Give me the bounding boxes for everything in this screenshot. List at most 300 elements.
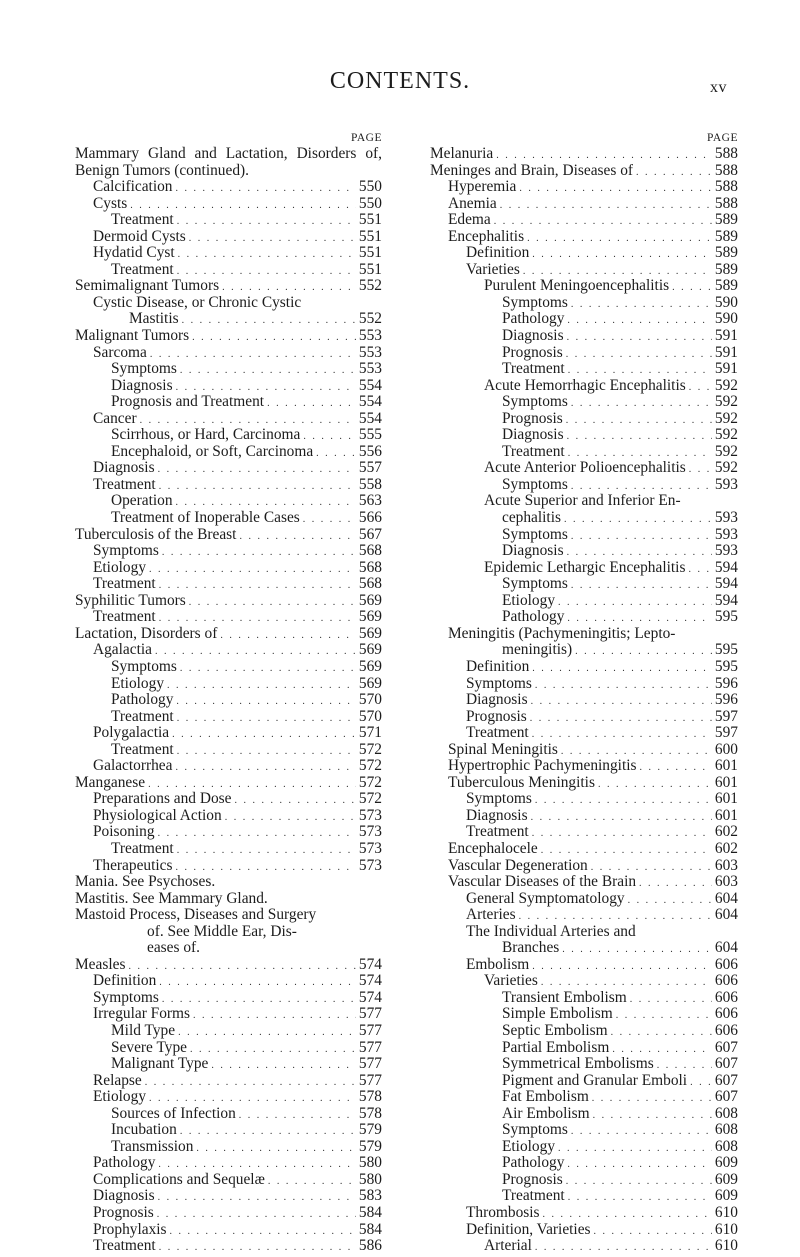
toc-entry-page: 604 xyxy=(714,889,738,907)
toc-entry-page: 570 xyxy=(358,707,382,725)
toc-entry xyxy=(75,791,382,808)
toc-line: Cystic Disease, or Chronic Cystic xyxy=(93,293,302,311)
toc-entry xyxy=(75,957,382,974)
dot-leader xyxy=(532,826,712,843)
toc-entry xyxy=(75,1006,382,1023)
dot-leader xyxy=(180,1124,356,1141)
toc-line: eases of. xyxy=(147,939,200,957)
dot-leader xyxy=(636,165,712,182)
toc-entry-page: 584 xyxy=(358,1220,382,1238)
dot-leader xyxy=(177,711,356,728)
dot-leader xyxy=(519,181,712,198)
toc-entry-title: Branches xyxy=(502,939,560,957)
toc-entry-title: Septic Embolism xyxy=(502,1021,608,1039)
toc-entry-page: 584 xyxy=(358,1204,382,1221)
toc-entry xyxy=(430,510,738,527)
dot-leader xyxy=(598,777,712,794)
toc-entry xyxy=(430,411,738,428)
toc-entry-title: Meninges and Brain, Diseases of xyxy=(430,161,634,179)
toc-entry-page: 593 xyxy=(714,542,738,560)
toc-entry-title: Etiology xyxy=(93,1088,147,1106)
toc-entry-page: 596 xyxy=(714,674,738,692)
dot-leader xyxy=(155,644,356,661)
toc-entry-title: Treatment xyxy=(93,1237,156,1255)
dot-leader xyxy=(639,876,712,893)
toc-entry-title: Treatment xyxy=(111,740,174,758)
toc-entry-page: 556 xyxy=(358,442,382,460)
toc-entry-title: Prophylaxis xyxy=(93,1220,167,1238)
toc-entry-page: 583 xyxy=(358,1187,382,1205)
dot-leader xyxy=(180,661,356,678)
toc-entry-title: cephalitis xyxy=(502,509,561,527)
toc-entry-page: 606 xyxy=(714,955,738,973)
toc-entry-title: Encephaloid, or Soft, Carcinoma xyxy=(111,442,314,460)
dot-leader xyxy=(170,1224,356,1241)
toc-entry xyxy=(430,990,738,1007)
toc-line: Meningitis (Pachymeningitis; Lepto- xyxy=(448,624,676,642)
dot-leader xyxy=(180,363,356,380)
dot-leader xyxy=(145,1075,356,1092)
toc-line: Mastoid Process, Diseases and Surgery xyxy=(75,906,317,924)
toc-entry-page: 595 xyxy=(714,657,738,675)
toc-entry-title: Hydatid Cyst xyxy=(93,244,175,262)
toc-entry xyxy=(430,841,738,858)
toc-entry-page: 592 xyxy=(714,426,738,444)
dot-leader xyxy=(531,810,712,827)
dot-leader xyxy=(239,1108,356,1125)
dot-leader xyxy=(558,595,712,612)
toc-entry-title: Cancer xyxy=(93,409,137,427)
dot-leader xyxy=(566,413,712,430)
toc-entry xyxy=(430,1205,738,1222)
toc-entry xyxy=(75,775,382,792)
toc-entry xyxy=(430,642,738,659)
dot-leader xyxy=(157,1207,356,1224)
dot-leader xyxy=(176,694,355,711)
toc-entry-title: Syphilitic Tumors xyxy=(75,591,186,609)
toc-entry-title: Purulent Meningoencephalitis xyxy=(484,277,670,295)
toc-entry-page: 596 xyxy=(714,691,738,709)
toc-entry xyxy=(75,345,382,362)
toc-entry-page: 595 xyxy=(714,608,738,626)
toc-entry-page: 590 xyxy=(714,293,738,311)
dot-leader xyxy=(535,1240,712,1257)
dot-leader xyxy=(159,578,356,595)
dot-leader xyxy=(268,1174,356,1191)
dot-leader xyxy=(239,529,355,546)
toc-entry xyxy=(75,1205,382,1222)
toc-entry xyxy=(430,940,738,957)
toc-entry-title: Mastitis xyxy=(129,310,179,328)
toc-entry xyxy=(430,1122,738,1139)
toc-entry-title: Fat Embolism xyxy=(502,1088,589,1106)
toc-entry-page: 591 xyxy=(714,343,738,361)
page-header xyxy=(0,68,800,108)
dot-leader xyxy=(225,810,356,827)
toc-entry-page: 606 xyxy=(714,1021,738,1039)
dot-leader xyxy=(640,760,712,777)
toc-entry-page: 574 xyxy=(358,988,382,1006)
toc-entry-page: 602 xyxy=(714,839,738,857)
toc-entry-title: Relapse xyxy=(93,1071,142,1089)
toc-entry-title: Sources of Infection xyxy=(111,1104,236,1122)
toc-entry xyxy=(75,245,382,262)
toc-entry xyxy=(75,841,382,858)
toc-entry-page: 608 xyxy=(714,1104,738,1122)
toc-entry-title: Symptoms xyxy=(111,657,177,675)
toc-entry-page: 608 xyxy=(714,1121,738,1139)
toc-entry-title: Symptoms xyxy=(502,525,568,543)
toc-entry-title: Treatment xyxy=(111,260,174,278)
toc-entry-title: General Symptomatology xyxy=(466,889,625,907)
toc-entry-page: 553 xyxy=(358,360,382,378)
toc-entry-page: 573 xyxy=(358,856,382,874)
toc-entry-page: 555 xyxy=(358,426,382,444)
toc-entry-title: Symptoms xyxy=(93,542,159,560)
toc-entry xyxy=(75,1238,382,1255)
dot-leader xyxy=(172,727,356,744)
toc-entry xyxy=(75,659,382,676)
toc-entry xyxy=(75,676,382,693)
toc-entry-title: Symptoms xyxy=(502,575,568,593)
toc-entry xyxy=(75,1040,382,1057)
toc-entry xyxy=(430,709,738,726)
dot-leader xyxy=(566,347,712,364)
toc-entry-title: Malignant Type xyxy=(111,1055,209,1073)
toc-entry xyxy=(430,262,738,279)
toc-entry-title: Arterial xyxy=(484,1237,532,1255)
toc-entry-title: Arteries xyxy=(466,906,516,924)
toc-entry-page: 574 xyxy=(358,972,382,990)
dot-leader xyxy=(220,628,356,645)
toc-entry-page: 557 xyxy=(358,459,382,477)
toc-line: of. See Middle Ear, Dis- xyxy=(147,922,297,940)
toc-entry-title: Acute Hemorrhagic Encephalitis xyxy=(484,376,686,394)
toc-entry-title: Agalactia xyxy=(93,641,152,659)
dot-leader xyxy=(177,843,356,860)
toc-entry-page: 594 xyxy=(714,558,738,576)
dot-leader xyxy=(672,280,712,297)
toc-entry-title: Symptoms xyxy=(466,674,532,692)
toc-entry xyxy=(430,659,738,676)
toc-entry-page: 579 xyxy=(358,1121,382,1139)
toc-entry-title: Diagnosis xyxy=(111,376,173,394)
dot-leader xyxy=(527,231,712,248)
toc-entry-title: Diagnosis xyxy=(502,542,564,560)
toc-entry-page: 569 xyxy=(358,624,382,642)
toc-entry-title: Cysts xyxy=(93,194,128,212)
toc-entry-page: 577 xyxy=(358,1055,382,1073)
toc-entry-page: 588 xyxy=(714,194,738,212)
toc-entry-page: 550 xyxy=(358,194,382,212)
contents-column-left xyxy=(75,130,382,1255)
toc-entry xyxy=(430,229,738,246)
toc-entry-title: Poisoning xyxy=(93,823,155,841)
toc-entry xyxy=(430,1238,738,1255)
dot-leader xyxy=(196,1141,356,1158)
toc-entry xyxy=(75,709,382,726)
toc-entry-title: Tuberculous Meningitis xyxy=(448,773,595,791)
toc-entry xyxy=(75,742,382,759)
toc-entry xyxy=(75,527,382,544)
toc-entry-title: Diagnosis xyxy=(466,806,528,824)
dot-leader xyxy=(158,826,356,843)
toc-entry xyxy=(75,808,382,825)
dot-leader xyxy=(494,214,712,231)
toc-entry-title: Irregular Forms xyxy=(93,1005,191,1023)
dot-leader xyxy=(182,313,356,330)
toc-entry-page: 604 xyxy=(714,939,738,957)
toc-entry-page: 572 xyxy=(358,790,382,808)
toc-entry xyxy=(75,427,382,444)
toc-entry-title: Treatment xyxy=(93,575,156,593)
toc-entry-page: 589 xyxy=(714,227,738,245)
toc-entry-page: 577 xyxy=(358,1021,382,1039)
toc-entry-page: 573 xyxy=(358,839,382,857)
toc-entry-page: 553 xyxy=(358,327,382,345)
toc-entry xyxy=(430,543,738,560)
toc-entry-page: 568 xyxy=(358,558,382,576)
toc-entry-page: 592 xyxy=(714,442,738,460)
toc-entry xyxy=(430,791,738,808)
toc-entry-page: 609 xyxy=(714,1187,738,1205)
toc-entry xyxy=(75,394,382,411)
toc-entry-page: 573 xyxy=(358,806,382,824)
toc-entry-title: Vascular Degeneration xyxy=(448,856,588,874)
toc-entry xyxy=(430,1139,738,1156)
dot-leader xyxy=(532,661,712,678)
dot-leader xyxy=(316,446,356,463)
dot-leader xyxy=(530,711,712,728)
toc-entry-title: Preparations and Dose xyxy=(93,790,232,808)
toc-entry xyxy=(430,1222,738,1239)
dot-leader xyxy=(593,1108,712,1125)
toc-line: Mastitis. See Mammary Gland. xyxy=(75,889,268,907)
toc-entry xyxy=(75,560,382,577)
dot-leader xyxy=(189,595,356,612)
toc-entry-page: 572 xyxy=(358,740,382,758)
toc-entry-title: Therapeutics xyxy=(93,856,173,874)
toc-entry-page: 570 xyxy=(358,691,382,709)
dot-leader xyxy=(149,562,356,579)
toc-entry-page: 592 xyxy=(714,409,738,427)
dot-leader xyxy=(303,512,356,529)
toc-entry xyxy=(75,543,382,560)
toc-entry xyxy=(75,212,382,229)
dot-leader xyxy=(564,512,712,529)
toc-entry-title: Manganese xyxy=(75,773,146,791)
toc-entry-title: Pathology xyxy=(502,608,565,626)
dot-leader xyxy=(128,959,355,976)
toc-entry xyxy=(75,460,382,477)
toc-entry-page: 593 xyxy=(714,475,738,493)
dot-leader xyxy=(189,231,356,248)
toc-entry xyxy=(75,361,382,378)
toc-entry xyxy=(75,1122,382,1139)
dot-leader xyxy=(158,462,356,479)
toc-entry-page: 593 xyxy=(714,525,738,543)
toc-entry-page: 592 xyxy=(714,459,738,477)
dot-leader xyxy=(150,347,356,364)
dot-leader xyxy=(193,1008,356,1025)
page-column-label: PAGE xyxy=(707,132,738,144)
toc-entry-page: 554 xyxy=(358,376,382,394)
toc-entry-page: 574 xyxy=(358,955,382,973)
dot-leader xyxy=(267,396,356,413)
toc-entry-page: 594 xyxy=(714,591,738,609)
toc-entry-title: Treatment xyxy=(93,475,156,493)
toc-entry-title: Hyperemia xyxy=(448,178,517,196)
toc-entry-title: Encephalitis xyxy=(448,227,525,245)
toc-entry-page: 577 xyxy=(358,1038,382,1056)
toc-entry xyxy=(430,609,738,626)
toc-entry-title: Operation xyxy=(111,492,173,510)
toc-entry-page: 601 xyxy=(714,806,738,824)
toc-entry-page: 601 xyxy=(714,773,738,791)
dot-leader xyxy=(531,694,712,711)
toc-entry-title: Physiological Action xyxy=(93,806,222,824)
toc-entry-page: 608 xyxy=(714,1137,738,1155)
toc-entry-title: Sarcoma xyxy=(93,343,147,361)
toc-entry xyxy=(430,378,738,395)
toc-entry-title: Hypertrophic Pachymeningitis xyxy=(448,757,637,775)
dot-leader xyxy=(571,578,712,595)
dot-leader xyxy=(535,793,712,810)
toc-entry-page: 550 xyxy=(358,178,382,196)
toc-entry xyxy=(430,477,738,494)
toc-entry-title: Thrombosis xyxy=(466,1204,540,1221)
toc-entry-page: 601 xyxy=(714,757,738,775)
toc-entry xyxy=(75,1155,382,1172)
toc-entry-page: 572 xyxy=(358,757,382,775)
dot-leader xyxy=(616,1008,712,1025)
toc-entry-title: Galactorrhea xyxy=(93,757,173,775)
toc-entry-page: 551 xyxy=(358,227,382,245)
toc-entry-page: 553 xyxy=(358,343,382,361)
toc-entry-page: 597 xyxy=(714,707,738,725)
toc-entry-title: Etiology xyxy=(111,674,165,692)
dot-leader xyxy=(630,992,712,1009)
toc-entry xyxy=(430,179,738,196)
toc-entry-page: 606 xyxy=(714,1005,738,1023)
toc-entry-title: meningitis) xyxy=(502,641,573,659)
toc-entry-page: 606 xyxy=(714,972,738,990)
toc-entry-page: 600 xyxy=(714,740,738,758)
toc-entry xyxy=(430,196,738,213)
toc-entry xyxy=(75,758,382,775)
toc-entry-page: 597 xyxy=(714,724,738,742)
dot-leader xyxy=(159,975,356,992)
toc-entry-page: 594 xyxy=(714,575,738,593)
toc-entry-page: 588 xyxy=(714,178,738,196)
toc-entry-page: 610 xyxy=(714,1204,738,1221)
toc-entry xyxy=(430,311,738,328)
toc-entry xyxy=(75,990,382,1007)
toc-entry xyxy=(75,411,382,428)
toc-entry-page: 591 xyxy=(714,360,738,378)
toc-entry xyxy=(75,593,382,610)
dot-leader xyxy=(571,297,712,314)
dot-leader xyxy=(594,1224,712,1241)
toc-entry xyxy=(430,775,738,792)
toc-entry-title: Varieties xyxy=(484,972,538,990)
toc-entry-title: Incubation xyxy=(111,1121,177,1139)
toc-entry-title: Transient Embolism xyxy=(502,988,627,1006)
toc-entry-page: 588 xyxy=(714,145,738,162)
toc-entry-page: 580 xyxy=(358,1154,382,1172)
dot-leader xyxy=(190,1042,356,1059)
toc-entry xyxy=(430,576,738,593)
toc-entry-title: Lactation, Disorders of xyxy=(75,624,218,642)
page-number: xv xyxy=(710,79,727,96)
toc-entry xyxy=(75,179,382,196)
toc-entry xyxy=(430,725,738,742)
toc-line: Acute Superior and Inferior En- xyxy=(484,492,681,510)
toc-entry-page: 607 xyxy=(714,1071,738,1089)
toc-entry xyxy=(430,560,738,577)
toc-entry xyxy=(430,1056,738,1073)
toc-entry xyxy=(75,1188,382,1205)
toc-entry-title: Treatment xyxy=(111,707,174,725)
toc-entry-title: Dermoid Cysts xyxy=(93,227,186,245)
toc-entry xyxy=(75,278,382,295)
dot-leader xyxy=(558,1141,712,1158)
toc-entry-title: Definition xyxy=(466,244,530,262)
toc-entry xyxy=(430,212,738,229)
toc-entry-title: Simple Embolism xyxy=(502,1005,613,1023)
dot-leader xyxy=(532,247,712,264)
toc-entry-page: 569 xyxy=(358,591,382,609)
toc-entry-page: 568 xyxy=(358,575,382,593)
toc-entry-title: Tuberculosis of the Breast xyxy=(75,525,237,543)
toc-line: The Individual Arteries and xyxy=(466,922,636,940)
toc-entry-page: 589 xyxy=(714,260,738,278)
dot-leader xyxy=(575,644,712,661)
toc-entry xyxy=(430,1106,738,1123)
toc-entry-title: Pathology xyxy=(502,310,565,328)
toc-entry-title: Epidemic Lethargic Encephalitis xyxy=(484,558,686,576)
toc-entry xyxy=(75,229,382,246)
toc-entry-title: Diagnosis xyxy=(502,327,564,345)
toc-entry-title: Mild Type xyxy=(111,1021,176,1039)
dot-leader xyxy=(162,992,356,1009)
toc-entry-title: Treatment xyxy=(466,724,529,742)
toc-entry-page: 610 xyxy=(714,1237,738,1255)
toc-entry-title: Definition xyxy=(93,972,157,990)
toc-entry-page: 554 xyxy=(358,409,382,427)
toc-entry xyxy=(430,593,738,610)
toc-entry-page: 569 xyxy=(358,674,382,692)
toc-entry xyxy=(430,460,738,477)
toc-entry-title: Severe Type xyxy=(111,1038,187,1056)
toc-entry-title: Definition, Varieties xyxy=(466,1220,591,1238)
toc-entry-page: 572 xyxy=(358,773,382,791)
toc-entry-title: Prognosis xyxy=(93,1204,154,1221)
dot-leader xyxy=(175,760,355,777)
toc-entry-title: Pathology xyxy=(502,1154,565,1172)
toc-line: Mania. See Psychoses. xyxy=(75,873,216,891)
toc-entry xyxy=(430,891,738,908)
dot-leader xyxy=(690,1075,712,1092)
toc-entry xyxy=(75,973,382,990)
toc-entry xyxy=(430,808,738,825)
toc-entry xyxy=(430,1006,738,1023)
toc-entry-title: Complications and Sequelæ xyxy=(93,1170,265,1188)
toc-entry xyxy=(430,1073,738,1090)
toc-entry-title: Etiology xyxy=(502,1137,556,1155)
toc-entry-page: 595 xyxy=(714,641,738,659)
dot-leader xyxy=(688,562,711,579)
